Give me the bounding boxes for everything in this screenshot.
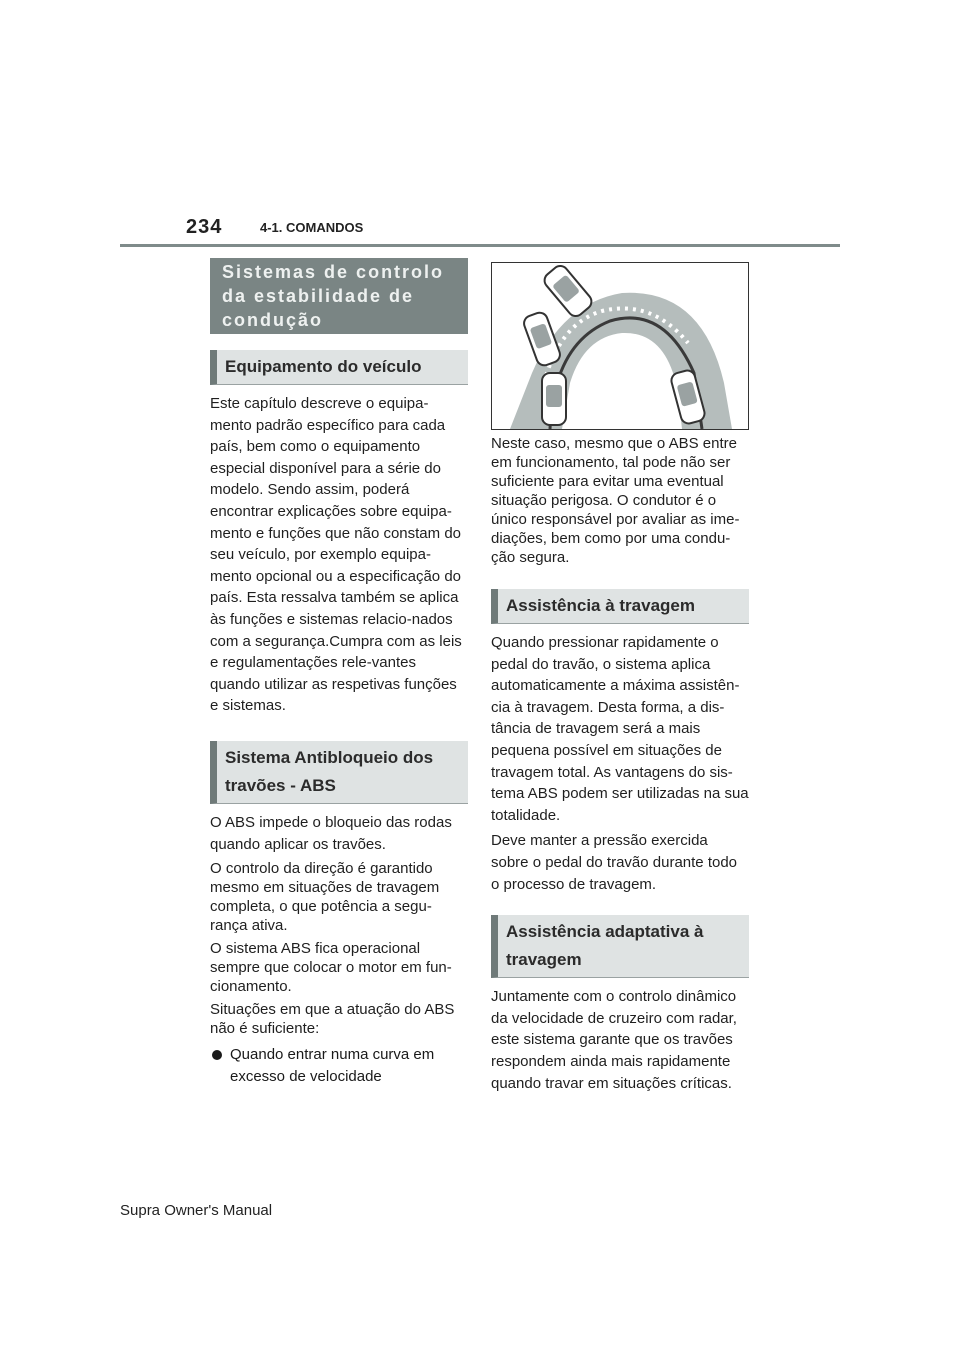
- chapter-title: [210, 258, 468, 334]
- paragraph-figure-caption: Neste caso, mesmo que o ABS entre em funcionamento, tal pode não ser suficiente para evitar uma eventual situação perigosa. O condutor é o único responsável por avaliar as ime-diações, bem como por uma condu-ção segura.: [491, 435, 740, 566]
- left-column: [210, 258, 468, 1087]
- curve-illustration-svg: [492, 263, 748, 429]
- car-icon: [542, 373, 566, 425]
- paragraph-abs-1: O ABS impede o bloqueio das rodas quando aplicar os travões.: [210, 813, 452, 853]
- curve-illustration: [491, 262, 749, 430]
- paragraph-abs-3: O sistema ABS fica operacional sempre que colocar o motor em fun-cionamento.: [210, 940, 452, 996]
- chapter-title-text: Sistemas de controlo da estabilidade de condução: [222, 262, 445, 330]
- paragraph-equipment: Este capítulo descreve o equipa-mento padrão específico para cada país, bem como o equipamento especial disponível para a série do modelo. Sendo assim, poderá encontrar explicações sobre equipa-mento e funções que não constam do seu veículo, por exemplo equipa-mento opcional ou a especificação do país. Esta ressalva também se aplica às funções e sistemas relacio-nados com a segurança.Cumpra com as leis e regulamentações rele-vantes quando utilizar as respetivas funções e sistemas.: [210, 395, 462, 715]
- paragraph-abs-4: Situações em que a atuação do ABS não é suficiente:: [210, 1001, 455, 1038]
- paragraph-brake-assist-2: Deve manter a pressão exercida sobre o pedal do travão durante todo o processo de travagem.: [491, 832, 738, 893]
- footer-manual-name: Supra Owner's Manual: [120, 1202, 273, 1219]
- paragraph-adaptive-brake-assist: Juntamente com o controlo dinâmico da velocidade de cruzeiro com radar, este sistema garante que os travões respondem ainda mais rapidamente quando travar em situações críticas.: [491, 988, 737, 1092]
- heading-brake-assist: Assistência à travagem: [491, 589, 749, 624]
- right-column: [491, 262, 749, 1094]
- header-rule: [120, 244, 840, 247]
- heading-adaptive-brake-assist: Assistência adaptativa à travagem: [491, 915, 749, 978]
- paragraph-brake-assist-1: Quando pressionar rapidamente o pedal do travão, o sistema aplica automaticamente a máxima assistên-cia à travagem. Desta forma, a dis-tância de travagem será a mais pequena possível em situações de travagem total. As vantagens do sis-tema ABS podem ser utilizadas na sua totalidade.: [491, 634, 749, 824]
- section-label: 4-1. COMANDOS: [260, 220, 364, 235]
- page-number: 234: [186, 216, 223, 238]
- heading-vehicle-equipment: Equipamento do veículo: [210, 350, 468, 385]
- bullet-text: Quando entrar numa curva em excesso de velocidade: [230, 1046, 435, 1085]
- bullet-item: [210, 1044, 468, 1087]
- bullet-icon: [212, 1050, 222, 1060]
- heading-abs: Sistema Antibloqueio dos travões - ABS: [210, 741, 468, 804]
- paragraph-abs-2: O controlo da direção é garantido mesmo em situações de travagem completa, o que potência a segu-rança ativa.: [210, 860, 440, 935]
